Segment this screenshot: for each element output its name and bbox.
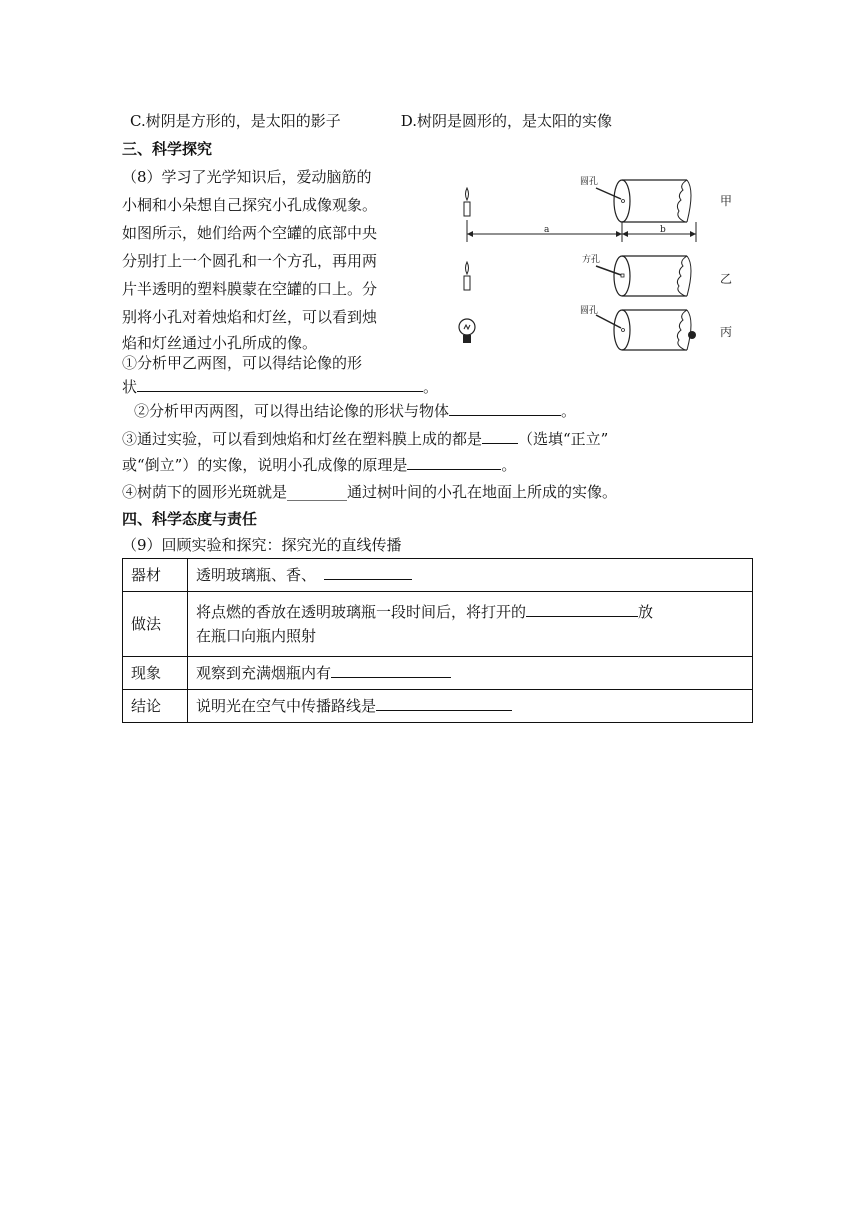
q8-line-1: （8）学习了光学知识后，爱动脑筋的 (122, 168, 372, 186)
option-c: C.树阴是方形的，是太阳的影子 (130, 112, 341, 130)
row-key-conclusion: 结论 (123, 690, 188, 723)
q8-part2-text: ②分析甲丙两图，可以得出结论像的形状与物体 (134, 402, 450, 420)
q8-part3-line1 (122, 428, 608, 450)
table-row (123, 592, 753, 657)
answer-blank[interactable] (324, 564, 412, 580)
q9-intro: （9）回顾实验和探究：探究光的直线传播 (122, 536, 402, 554)
lightbulb-icon (459, 319, 475, 343)
q8-part4: ④树荫下的圆形光斑就是________通过树叶间的小孔在地面上所成的实像。 (122, 483, 618, 501)
answer-blank[interactable] (331, 662, 451, 678)
answer-blank[interactable] (407, 454, 501, 470)
q8-line-6: 别将小孔对着烛焰和灯丝，可以看到烛 (122, 308, 378, 326)
q8-part1-prefix: 状 (122, 378, 138, 396)
can-yi (582, 253, 732, 296)
label-hole-round: 圆孔 (580, 177, 599, 187)
method-text: 将点燃的香放在透明玻璃瓶一段时间后，将打开的 (196, 603, 527, 621)
q8-line-3: 如图所示，她们给两个空罐的底部中央 (122, 224, 378, 242)
section3-title: 三、科学探究 (122, 140, 213, 158)
table-row (123, 657, 753, 690)
conclusion-text: 说明光在空气中传播路线是 (196, 697, 377, 715)
row-value-equipment (188, 559, 753, 592)
phenomenon-text: 观察到充满烟瓶内有 (196, 664, 332, 682)
option-d: D.树阴是圆形的，是太阳的实像 (400, 112, 612, 130)
q8-line-7: 焰和灯丝通过小孔所成的像。 (122, 334, 318, 352)
section4-title: 四、科学态度与责任 (122, 510, 258, 528)
row-key-method: 做法 (123, 592, 188, 657)
equipment-text: 透明玻璃瓶、香、 (196, 566, 317, 584)
label-hole-round-2: 圆孔 (580, 306, 599, 316)
table-row (123, 690, 753, 723)
q8-part2-end: 。 (561, 402, 577, 420)
q8-line-5: 片半透明的塑料膜蒙在空罐的口上。分 (122, 280, 378, 298)
label-bing: 丙 (720, 325, 733, 339)
label-a: a (544, 225, 550, 235)
q8-part2 (134, 400, 576, 422)
options-line (130, 110, 612, 132)
q8-part1-line2 (122, 376, 438, 398)
can-jia (580, 175, 732, 222)
method-text-c: 在瓶口向瓶内照射 (196, 627, 317, 645)
answer-blank[interactable] (449, 400, 561, 416)
row-key-equipment: 器材 (123, 559, 188, 592)
pinhole-figure (456, 170, 748, 358)
row-value-phenomenon (188, 657, 753, 690)
experiment-table (122, 558, 753, 723)
q8-part3-line2 (122, 454, 516, 476)
label-yi: 乙 (720, 272, 733, 286)
answer-blank[interactable] (526, 601, 638, 617)
answer-blank[interactable] (482, 428, 518, 444)
q8-part3-text: ③通过实验，可以看到烛焰和灯丝在塑料膜上成的都是 (122, 430, 483, 448)
q8-part3-hint: （选填“正立” (518, 430, 609, 448)
q8-part1-line1: ①分析甲乙两图，可以得结论像的形 (122, 354, 363, 372)
dimension-lines (467, 220, 696, 242)
q8-part3-end: 。 (501, 456, 517, 474)
q8-part1-end: 。 (423, 378, 439, 396)
answer-blank[interactable] (137, 376, 423, 392)
candle-icon (464, 262, 470, 290)
q8-part3-text2: 或“倒立”）的实像，说明小孔成像的原理是 (122, 456, 408, 474)
row-value-conclusion (188, 690, 753, 723)
label-jia: 甲 (720, 194, 733, 208)
method-text-b: 放 (638, 603, 654, 621)
table-row (123, 559, 753, 592)
row-key-phenomenon: 现象 (123, 657, 188, 690)
label-hole-square: 方孔 (582, 255, 601, 265)
row-value-method (188, 592, 753, 657)
candle-icon (464, 188, 470, 216)
can-bing (580, 304, 732, 350)
q8-line-4: 分别打上一个圆孔和一个方孔，再用两 (122, 252, 378, 270)
label-b: b (660, 225, 666, 235)
answer-blank[interactable] (376, 695, 512, 711)
q8-line-2: 小桐和小朵想自己探究小孔成像观象。 (122, 196, 378, 214)
